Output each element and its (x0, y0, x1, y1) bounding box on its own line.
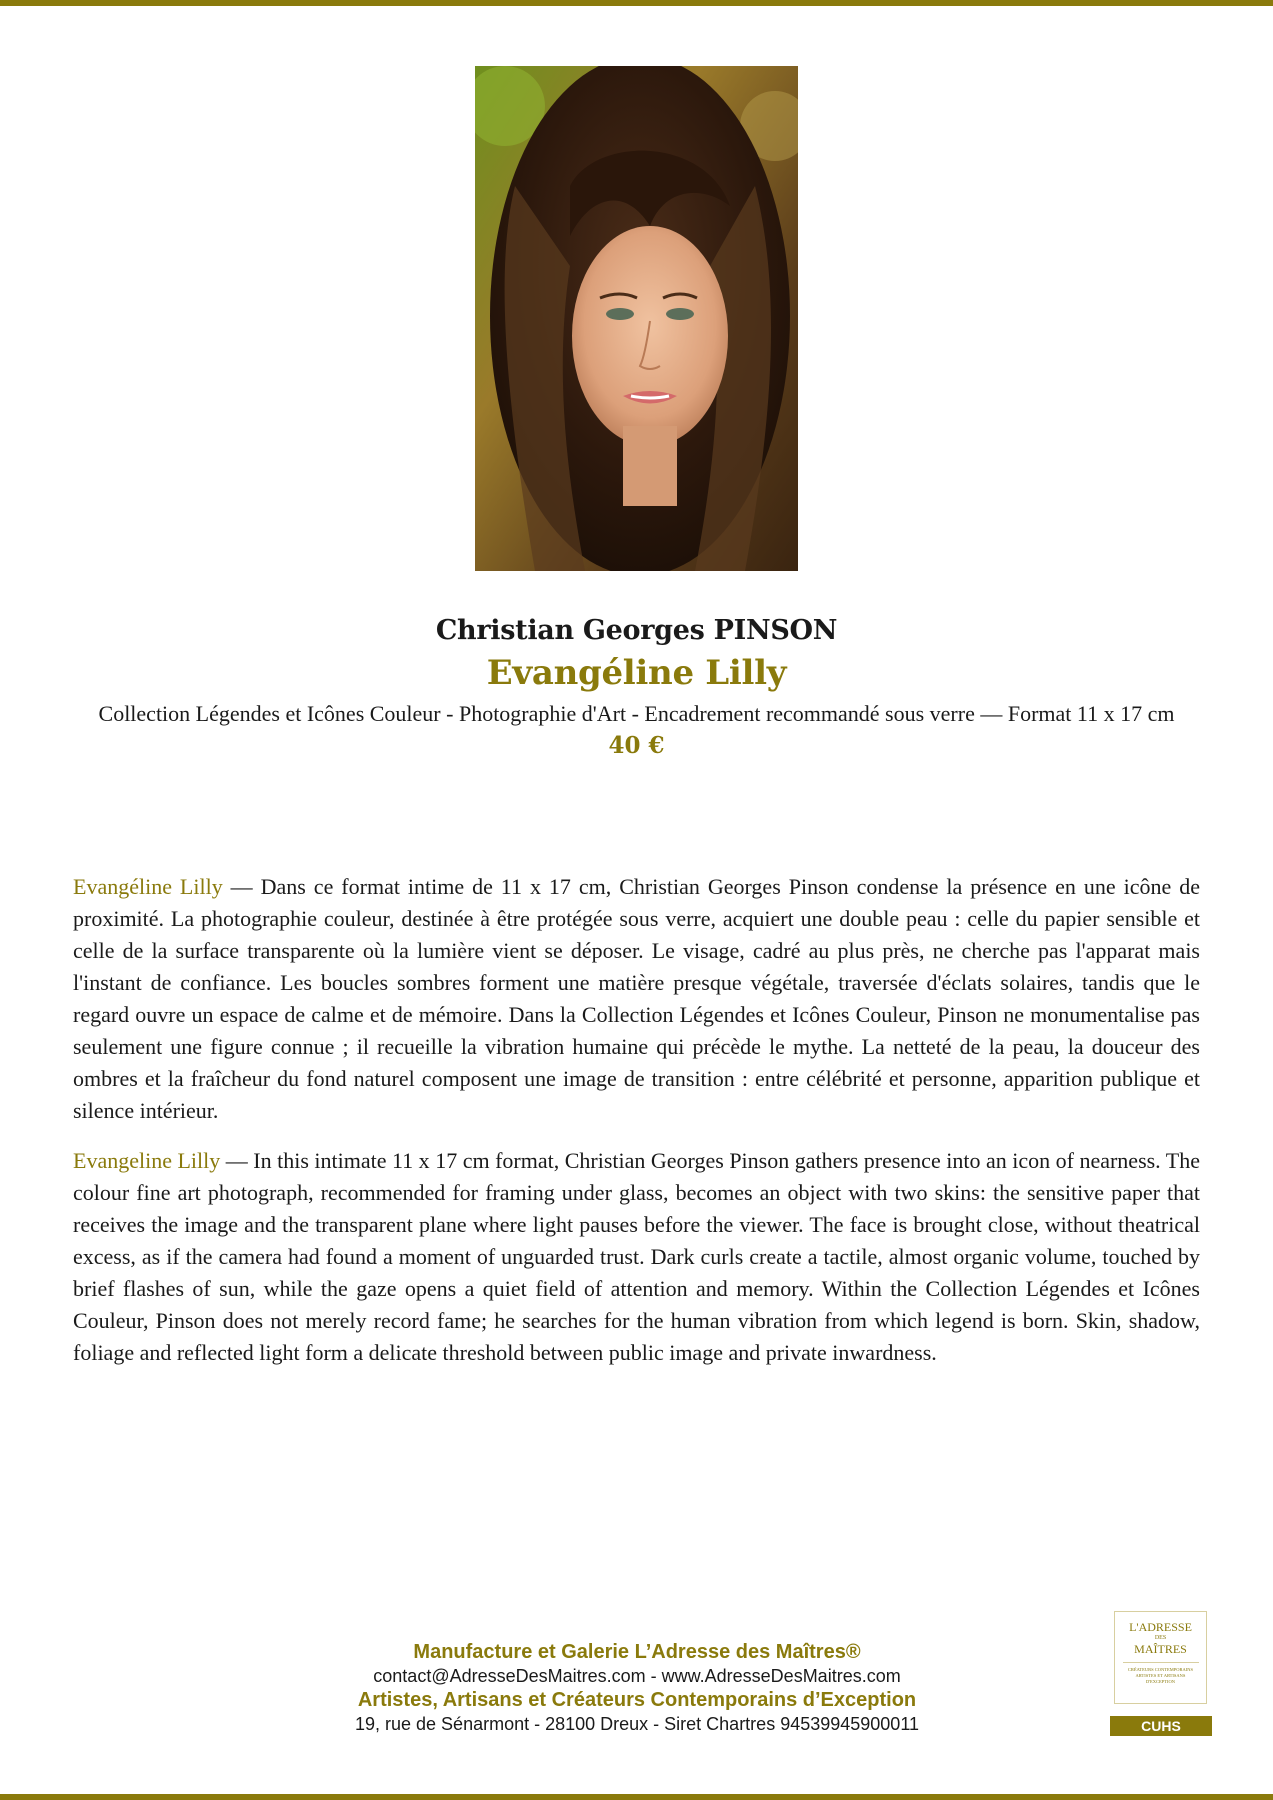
logo-line-1: L'ADRESSE (1129, 1620, 1192, 1634)
footer (272, 1640, 1002, 1736)
artist-name: Christian Georges PINSON (435, 615, 838, 646)
artwork-price: 40 € (608, 732, 665, 759)
portrait-photo (475, 66, 798, 571)
footer-gallery-name: Manufacture et Galerie L’Adresse des Maîtres® (413, 1641, 861, 1663)
logo-line-2: DES (1154, 1635, 1167, 1641)
artwork-subtitle: Collection Légendes et Icônes Couleur - Photographie d'Art - Encadrement recommandé sous verre — Format 11 x 17 cm (98, 701, 1175, 726)
footer-address: 19, rue de Sénarmont - 28100 Dreux - Siret Chartres 94539945900011 (354, 1714, 920, 1734)
description-english (73, 1145, 1200, 1369)
description-french-lead: Evangéline Lilly (73, 874, 223, 899)
footer-tagline: Artistes, Artisans et Créateurs Contemporains d’Exception (357, 1689, 917, 1711)
logo-line-4: CRÉATEURS CONTEMPORAINS ARTISTES ET ARTISANS D'EXCEPTION (1127, 1667, 1194, 1684)
bottom-accent-bar (0, 1794, 1273, 1800)
description-english-lead: Evangeline Lilly (73, 1148, 221, 1173)
logo-line-3: MAÎTRES (1134, 1642, 1187, 1656)
top-accent-bar (0, 0, 1273, 6)
description-french-body: — Dans ce format intime de 11 x 17 cm, Christian Georges Pinson condense la présence en une icône de proximité. La photographie couleur, destinée à être protégée sous verre, acquiert une double peau : celle du papier sensible et celle de la surface transparente où la lumière vient se déposer. Le visage, cadré au plus près, ne cherche pas l'apparat mais l'instant de confiance. Les boucles sombres forment une matière presque végétale, traversée d'éclats solaires, tandis que le regard ouvre un espace de calme et de mémoire. Dans la Collection Légendes et Icônes Couleur, Pinson ne monumentalise pas seulement une figure connue ; il recueille la vibration humaine qui précède le mythe. La netteté de la peau, la douceur des ombres et la fraîcheur du fond naturel composent une image de transition : entre célébrité et personne, apparition publique et silence intérieur. (73, 874, 1200, 1123)
footer-contact: contact@AdresseDesMaitres.com - www.AdresseDesMaitres.com (373, 1666, 901, 1686)
cuhs-badge: CUHS (1110, 1716, 1212, 1736)
description-english-body: — In this intimate 11 x 17 cm format, Christian Georges Pinson gathers presence into an icon of nearness. The colour fine art photograph, recommended for framing under glass, becomes an object with two skins: the sensitive paper that receives the image and the transparent plane where light pauses before the viewer. The face is brought close, without theatrical excess, as if the camera had found a moment of unguarded trust. Dark curls create a tactile, almost organic volume, touched by brief flashes of sun, while the gaze opens a quiet field of attention and memory. Within the Collection Légendes et Icônes Couleur, Pinson does not merely record fame; he searches for the human vibration from which legend is born. Skin, shadow, foliage and reflected light form a delicate threshold between public image and private inwardness. (73, 1148, 1201, 1365)
logo-divider (1123, 1662, 1199, 1663)
gallery-logo (1114, 1611, 1207, 1704)
artwork-title: Evangéline Lilly (486, 653, 787, 693)
description-french (73, 871, 1200, 1127)
artwork-header (73, 612, 1200, 763)
